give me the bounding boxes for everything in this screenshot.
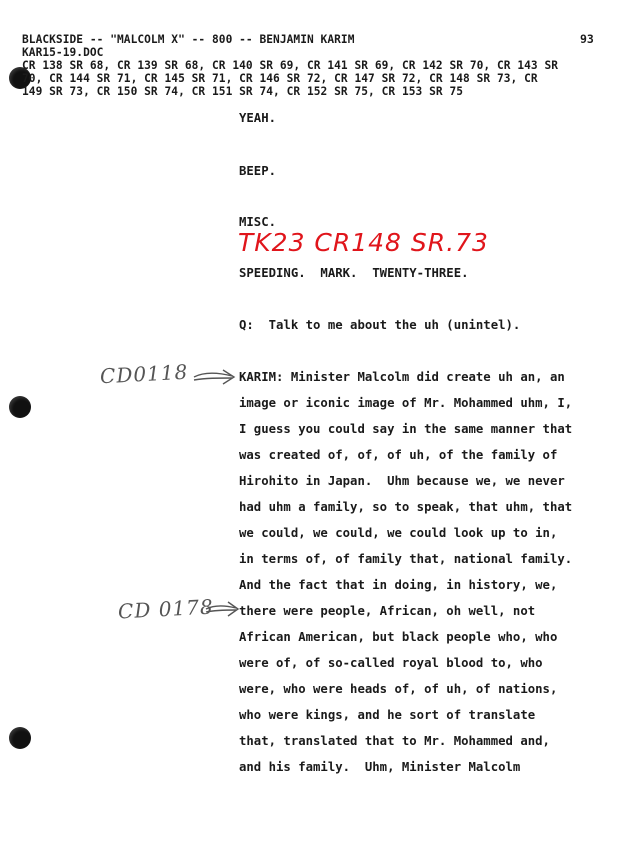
header-title: BLACKSIDE -- "MALCOLM X" -- 800 -- BENJAMIN KARIM	[22, 33, 355, 46]
answer-line: And the fact that in doing, in history, we,	[239, 578, 558, 592]
answer-line: there were people, African, oh well, not	[239, 604, 536, 618]
answer-line: I guess you could say in the same manner that	[239, 422, 573, 436]
binder-hole-middle	[9, 396, 31, 418]
speaker-label: KARIM:	[239, 370, 284, 384]
answer-line: was created of, of, of uh, of the family of	[239, 448, 558, 462]
question-line: Q: Talk to me about the uh (unintel).	[239, 318, 521, 332]
header-roll-list-2: 70, CR 144 SR 71, CR 145 SR 71, CR 146 SR 72, CR 147 SR 72, CR 148 SR 73, CR	[22, 72, 538, 85]
answer-line: were, who were heads of, of uh, of nations,	[239, 682, 558, 696]
header-roll-list-1: CR 138 SR 68, CR 139 SR 68, CR 140 SR 69, CR 141 SR 69, CR 142 SR 70, CR 143 SR	[22, 59, 559, 72]
header-filename: KAR15-19.DOC	[22, 46, 104, 59]
handwritten-take-note: TK23 CR148 SR.73	[238, 228, 489, 257]
answer-line-1	[239, 370, 565, 384]
page-number: 93	[580, 32, 594, 46]
answer-line: we could, we could, we could look up to in,	[239, 526, 558, 540]
binder-hole-bottom	[9, 727, 31, 749]
line-misc: MISC.	[239, 215, 277, 229]
margin-note-cd0178: CD 0178	[117, 594, 215, 624]
margin-note-cd0118: CD0118	[99, 359, 189, 389]
answer-line: African American, but black people who, who	[239, 630, 558, 644]
answer-text: Minister Malcolm did create uh an, an	[283, 370, 565, 384]
header-roll-list-3: 149 SR 73, CR 150 SR 74, CR 151 SR 74, CR 152 SR 75, CR 153 SR 75	[22, 85, 464, 98]
answer-line: Hirohito in Japan. Uhm because we, we never	[239, 474, 565, 488]
answer-line: who were kings, and he sort of translate	[239, 708, 536, 722]
answer-line: in terms of, of family that, national family.	[239, 552, 573, 566]
answer-line: had uhm a family, so to speak, that uhm, that	[239, 500, 573, 514]
line-speeding: SPEEDING. MARK. TWENTY-THREE.	[239, 266, 469, 280]
arrow-icon	[204, 598, 240, 618]
arrow-icon	[192, 366, 236, 386]
answer-line: that, translated that to Mr. Mohammed and,	[239, 734, 550, 748]
answer-line: image or iconic image of Mr. Mohammed uhm, I,	[239, 396, 573, 410]
answer-line: and his family. Uhm, Minister Malcolm	[239, 760, 521, 774]
line-beep: BEEP.	[239, 164, 277, 178]
answer-line: were of, of so-called royal blood to, who	[239, 656, 543, 670]
line-yeah: YEAH.	[239, 111, 277, 125]
